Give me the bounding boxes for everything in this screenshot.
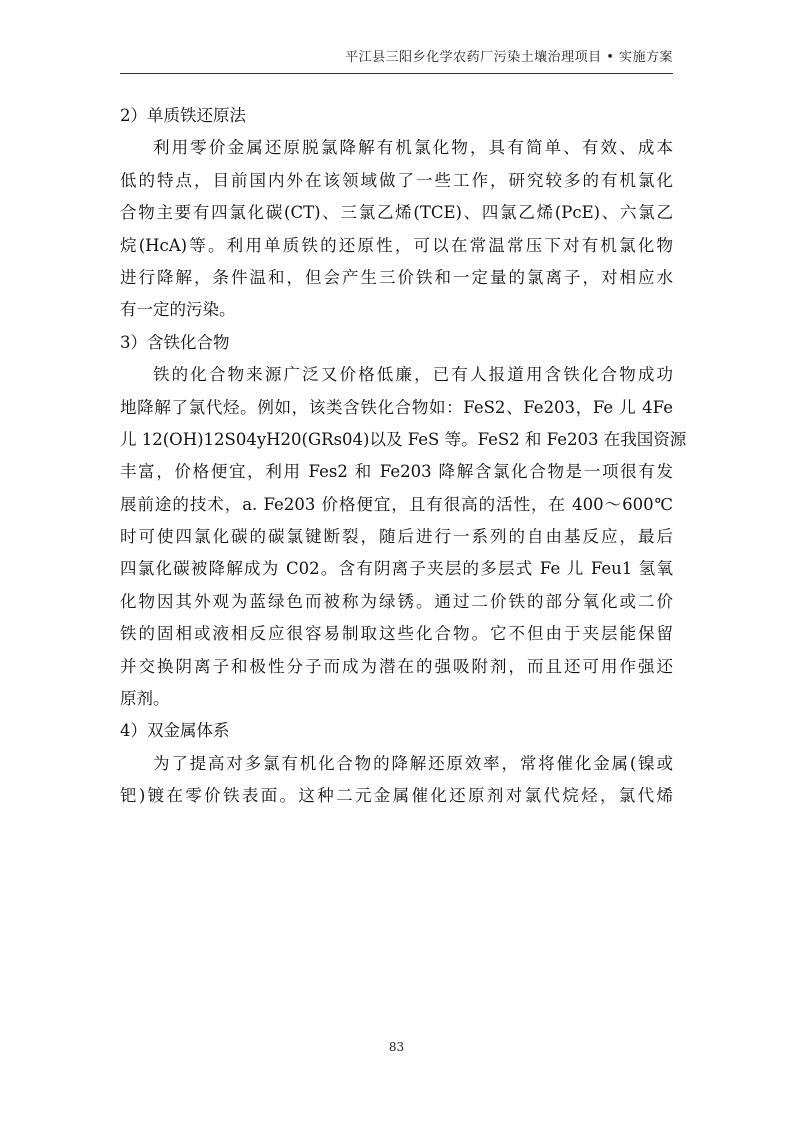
paragraph-line: 原剂。 bbox=[120, 689, 170, 709]
paragraph-line: 时可使四氯化碳的碳氯键断裂，随后进行一系列的自由基反应，最后 bbox=[120, 527, 673, 547]
paragraph-line: 并交换阴离子和极性分子而成为潜在的强吸附剂，而且还可用作强还 bbox=[120, 656, 673, 676]
paragraph-line: 展前途的技术，a. Fe203 价格便宜，且有很高的活性，在 400～600℃ bbox=[120, 494, 673, 514]
paragraph-line: 地降解了氯代烃。例如，该类含铁化合物如：FeS2、Fe203，Fe 儿 4Fe bbox=[120, 397, 673, 417]
paragraph-line: 钯)镀在零价铁表面。这种二元金属催化还原剂对氯代烷烃，氯代烯 bbox=[120, 786, 673, 806]
paragraph-line: 低的特点，目前国内外在该领域做了一些工作，研究较多的有机氯化 bbox=[120, 170, 673, 190]
body-text bbox=[120, 100, 687, 813]
paragraph-line: 铁的固相或液相反应很容易制取这些化合物。它不但由于夹层能保留 bbox=[120, 624, 673, 644]
paragraph-line: 四氯化碳被降解成为 C02。含有阴离子夹层的多层式 Fe 儿 Feu1 氢氧 bbox=[120, 559, 673, 579]
section-heading-iron-compounds: 3）含铁化合物 bbox=[120, 332, 230, 352]
paragraph-line: 利用零价金属还原脱氯降解有机氯化物，具有简单、有效、成本 bbox=[153, 138, 673, 158]
section-heading-bimetallic: 4）双金属体系 bbox=[120, 721, 230, 741]
paragraph-line: 进行降解，条件温和，但会产生三价铁和一定量的氯离子，对相应水 bbox=[120, 267, 673, 287]
paragraph-line: 烷(HcA)等。利用单质铁的还原性，可以在常温常压下对有机氯化物 bbox=[120, 235, 673, 255]
header-rule bbox=[120, 73, 673, 74]
paragraph-line: 为了提高对多氯有机化合物的降解还原效率，常将催化金属(镍或 bbox=[153, 753, 673, 773]
paragraph-line: 合物主要有四氯化碳(CT)、三氯乙烯(TCE)、四氯乙烯(PcE)、六氯乙 bbox=[120, 203, 673, 223]
paragraph-line: 铁的化合物来源广泛又价格低廉，已有人报道用含铁化合物成功 bbox=[153, 365, 673, 385]
paragraph-line: 丰富，价格便宜，利用 Fes2 和 Fe203 降解含氯化合物是一项很有发 bbox=[120, 462, 673, 482]
running-header: 平江县三阳乡化学农药厂污染土壤治理项目 • 实施方案 bbox=[345, 50, 673, 65]
page-number: 83 bbox=[388, 1040, 405, 1054]
paragraph-line: 化物因其外观为蓝绿色而被称为绿锈。通过二价铁的部分氧化或二价 bbox=[120, 591, 673, 611]
paragraph-line: 儿 12(OH)12S04yH20(GRs04)以及 FeS 等。FeS2 和 Fe203 在我国资源 bbox=[120, 429, 687, 449]
paragraph-line: 有一定的污染。 bbox=[120, 300, 236, 320]
section-heading-iron: 2）单质铁还原法 bbox=[120, 106, 246, 125]
